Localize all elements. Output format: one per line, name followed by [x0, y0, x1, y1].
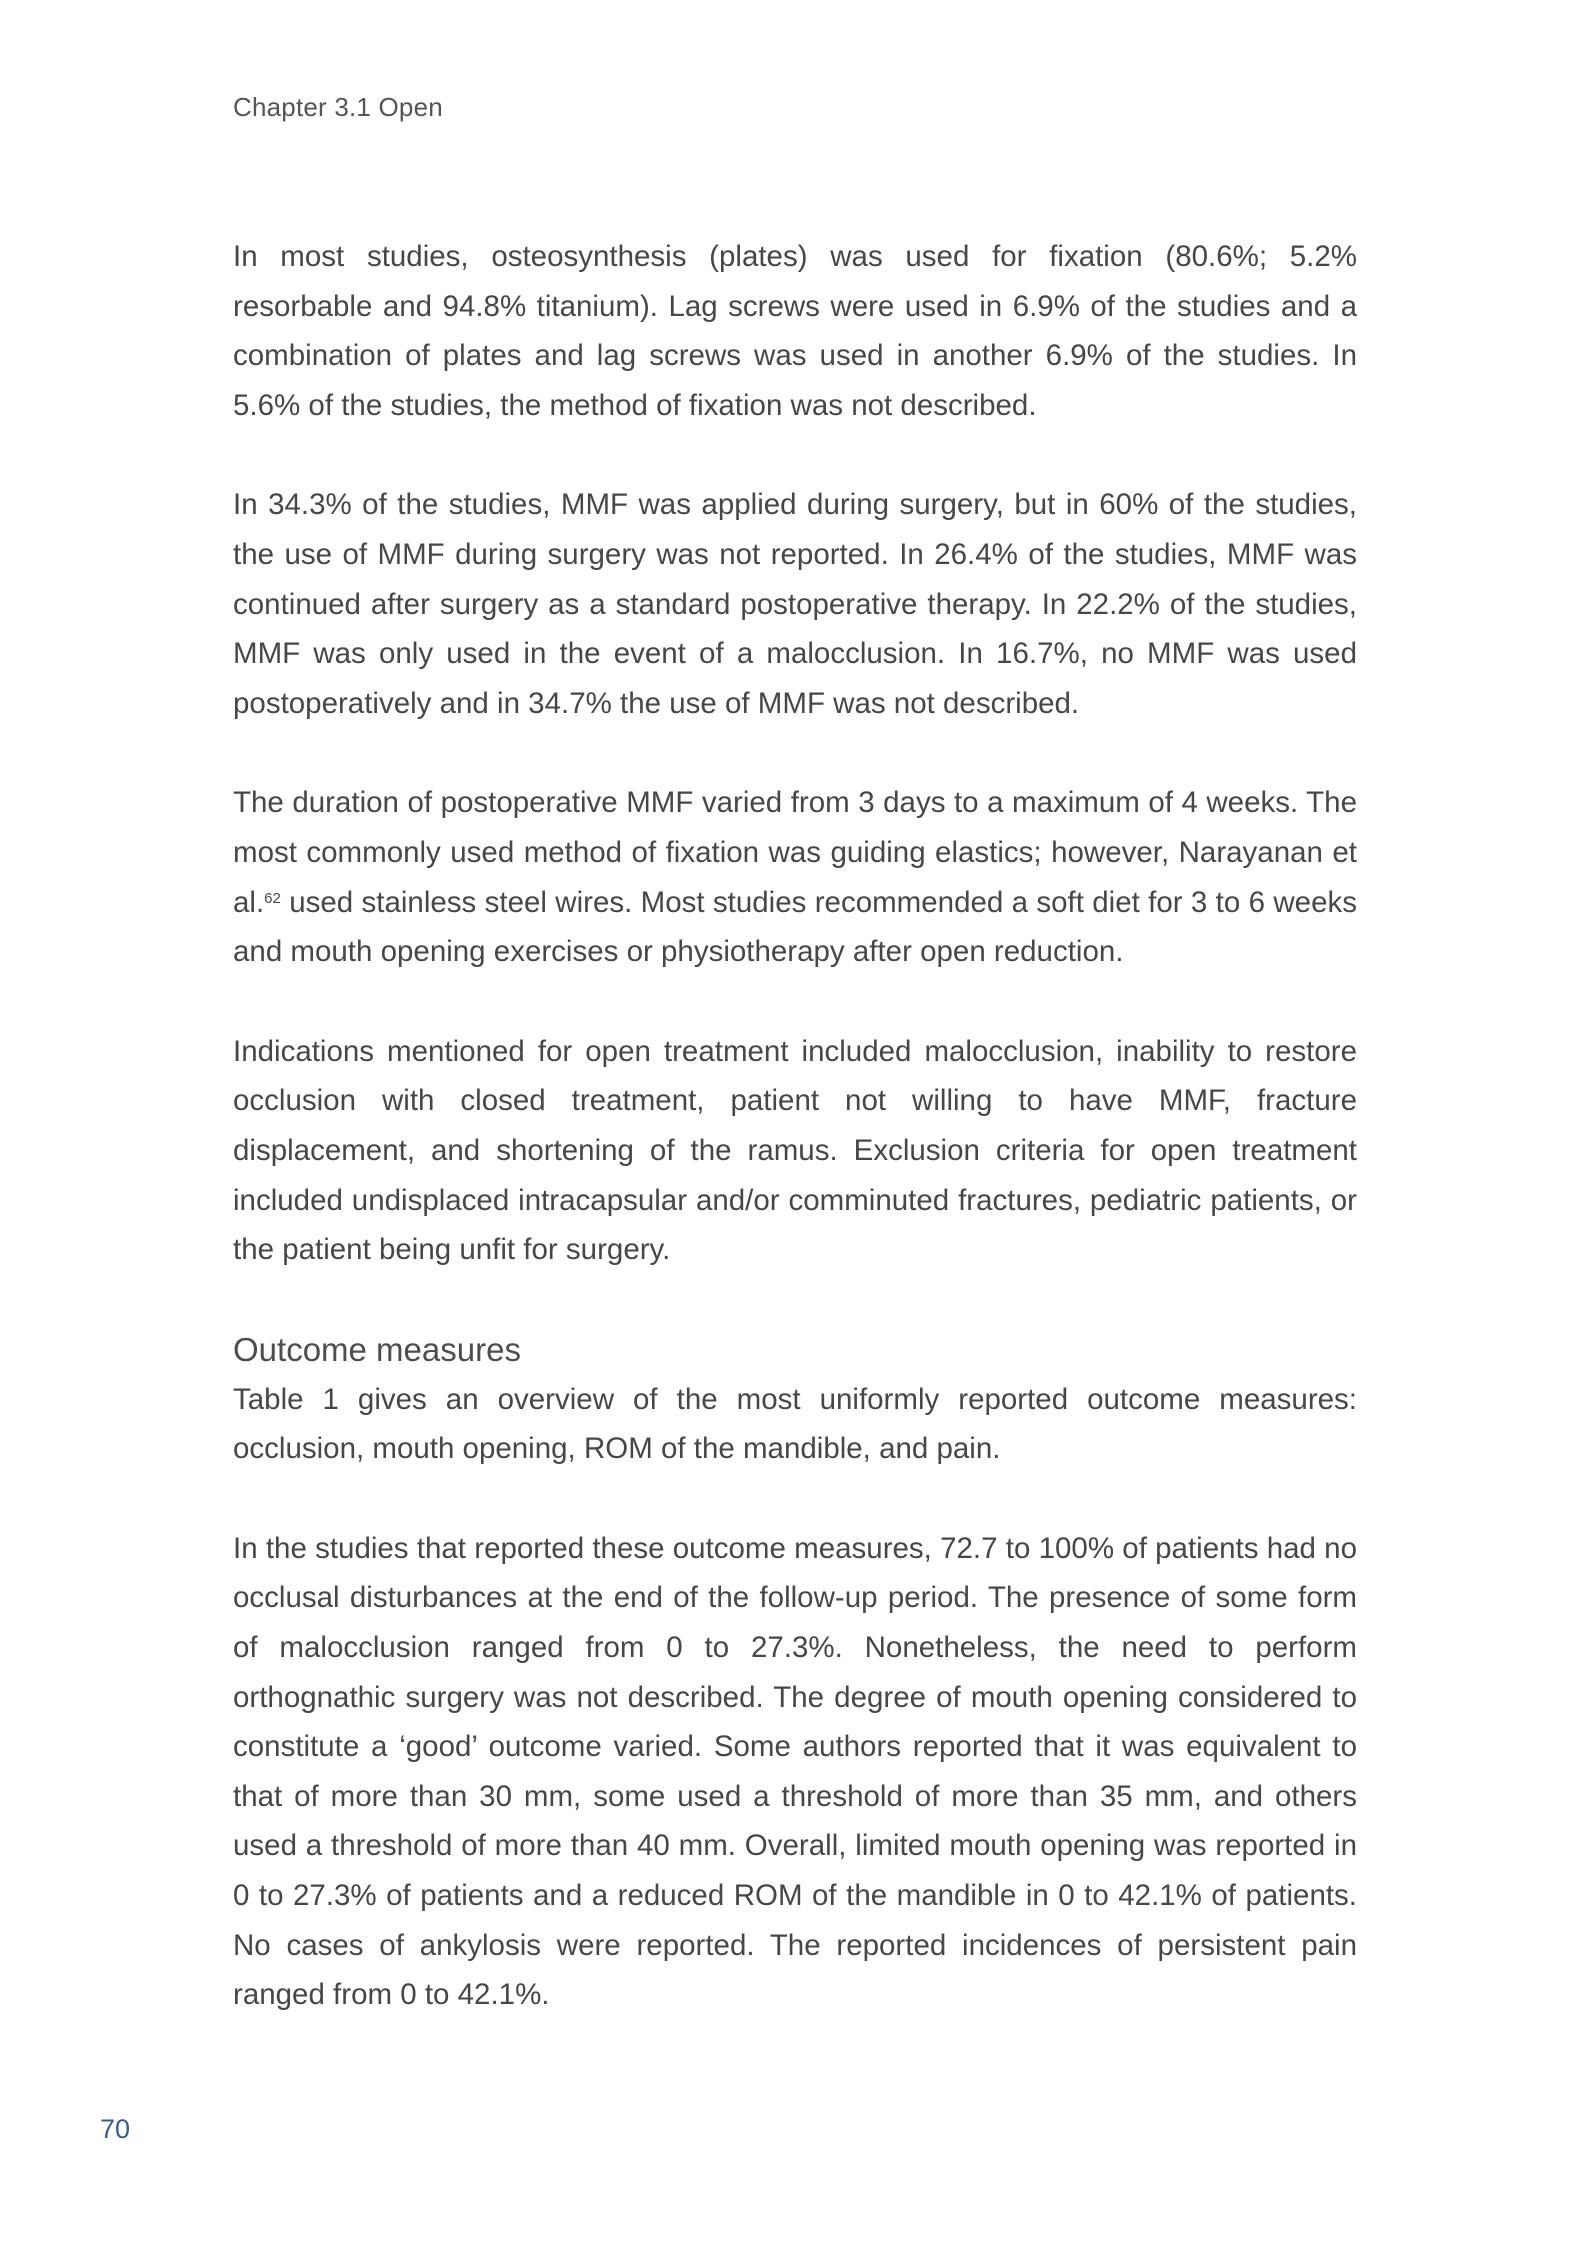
paragraph-mmf-duration	[233, 778, 1357, 976]
paragraph-mmf-usage: In 34.3% of the studies, MMF was applied during surgery, but in 60% of the studies, the use of MMF during surgery was not reported. In 26.4% of the studies, MMF was continued after surgery as a standard postoperative therapy. In 22.2% of the studies, MMF was only used in the event of a malocclusion. In 16.7%, no MMF was used postoperatively and in 34.7% the use of MMF was not described.	[233, 488, 1357, 720]
section-heading-outcome-measures: Outcome measures	[233, 1330, 521, 1368]
paragraph-table-overview: Table 1 gives an overview of the most uniformly reported outcome measures: occlusion, mouth opening, ROM of the mandible, and pain.	[233, 1382, 1357, 1466]
page-number: 70	[100, 2114, 131, 2144]
paragraph-indications: Indications mentioned for open treatment included malocclusion, inability to restore occlusion with closed treatment, patient not willing to have MMF, fracture displacement, and shortening of the ramus. Exclusion criteria for open treatment included undisplaced intracapsular and/or comminuted fractures, pediatric patients, or the patient being unfit for surgery.	[233, 1034, 1357, 1267]
running-header: Chapter 3.1 Open	[233, 92, 443, 122]
paragraph-mmf-duration-text-1: The duration of postoperative MMF varied from 3 days to a maximum of 4 weeks. The most commonly used method of fixation was guiding elastics; however, Narayanan et al.	[233, 786, 1357, 919]
paragraph-outcome-results: In the studies that reported these outcome measures, 72.7 to 100% of patients had no occlusal disturbances at the end of the follow-up period. The presence of some form of malocclusion ranged from 0 to 27.3%. Nonetheless, the need to perform orthognathic surgery was not described. The degree of mouth opening considered to constitute a ‘good’ outcome varied. Some authors reported that it was equivalent to that of more than 30 mm, some used a threshold of more than 35 mm, and others used a threshold of more than 40 mm. Overall, limited mouth opening was reported in 0 to 27.3% of patients and a reduced ROM of the mandible in 0 to 42.1% of patients. No cases of ankylosis were reported. The reported incidences of persistent pain ranged from 0 to 42.1%.	[233, 1531, 1357, 2012]
paragraph-fixation: In most studies, osteosynthesis (plates) was used for fixation (80.6%; 5.2% resorbable and 94.8% titanium). Lag screws were used in 6.9% of the studies and a combination of plates and lag screws was used in another 6.9% of the studies. In 5.6% of the studies, the method of fixation was not described.	[233, 240, 1357, 422]
reference-superscript: 62	[264, 889, 281, 907]
paragraph-mmf-duration-text-2: used stainless steel wires. Most studies recommended a soft diet for 3 to 6 weeks and mouth opening exercises or physiotherapy after open reduction.	[233, 885, 1357, 969]
body-text	[233, 232, 1357, 2070]
